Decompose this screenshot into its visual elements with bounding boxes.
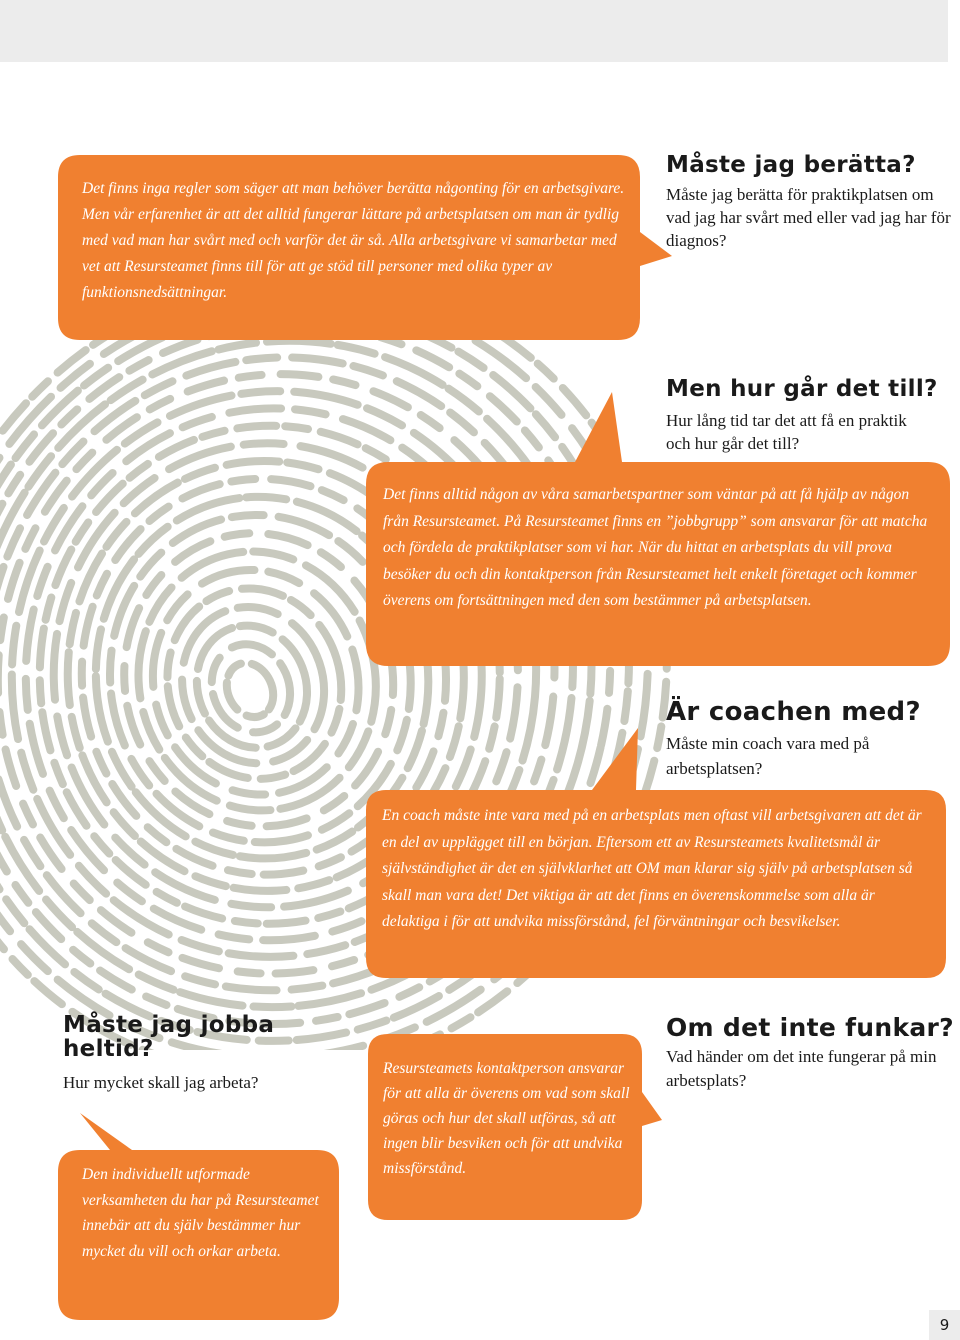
question-title-hur: Men hur går det till? — [666, 376, 938, 402]
question-title-heltid: Måste jag jobba heltid? — [63, 1012, 275, 1062]
question-title-coach: Är coachen med? — [666, 697, 921, 727]
samarbetspartner-text: Det finns alltid någon av våra samarbetspartner som väntar på att få hjälp av någon från Resursteamet. På Resursteamet finns en ”jobbgrupp” som ansvarar för att matcha och fördela de praktikplatser som vi har. När du hittat en arbetsplats du vill prova besöker du och din kontaktperson från Resursteamet helt enkelt företaget och kommer överens om fortsättningen med den som bestämmer på arbetsplatsen. — [383, 486, 928, 609]
question-title-funkar: Om det inte funkar? — [666, 1013, 954, 1042]
page-number: 9 — [929, 1310, 960, 1340]
question-sub-coach: Måste min coach vara med på arbetsplatsen? — [666, 734, 870, 778]
question-sub-beratta: Måste jag berätta för praktikplatsen om vad jag har svårt med eller vad jag har för diagnos? — [666, 185, 951, 250]
intro-text: Det finns inga regler som säger att man behöver berätta någonting för en arbetsgivare. Men vår erfarenhet är att det alltid fungerar lättare på arbetsplatsen om man är tydlig med vad man har svårt med och varför det är så. Alla arbetsgivare vi samarbetar med vet att Resursteamet finns till för att ge stöd till personer med olika typer av funktionsnedsättningar. — [82, 180, 625, 301]
heltid-answer-text: Den individuellt utformade verksamheten du har på Resursteamet innebär att du själv bestämmer hur mycket du vill och orkar arbeta. — [82, 1166, 319, 1260]
coach-answer-text: En coach måste inte vara med på en arbetsplats men oftast vill arbetsgivaren att det är en del av upplägget till en början. Eftersom ett av Resursteamets kvalitetsmål är självständighet är det en självklarhet att OM man klarar sig själv på arbetsplatsen så skall man vara det! Det viktiga är att det finns en överenskommelse som alla är delaktiga i för att undvika missförstånd, fel förväntningar och besvikelser. — [382, 807, 922, 930]
kontaktperson-text: Resursteamets kontaktperson ansvarar för att alla är överens om vad som skall göras och hur det skall utföras, så att ingen blir besviken och för att undvika missförstånd. — [383, 1060, 630, 1177]
question-sub-funkar: Vad händer om det inte fungerar på min arbetsplats? — [666, 1047, 937, 1090]
question-title-beratta: Måste jag berätta? — [666, 152, 916, 178]
question-sub-hur: Hur lång tid tar det att få en praktik och hur går det till? — [666, 411, 907, 453]
question-sub-heltid: Hur mycket skall jag arbeta? — [63, 1073, 259, 1092]
